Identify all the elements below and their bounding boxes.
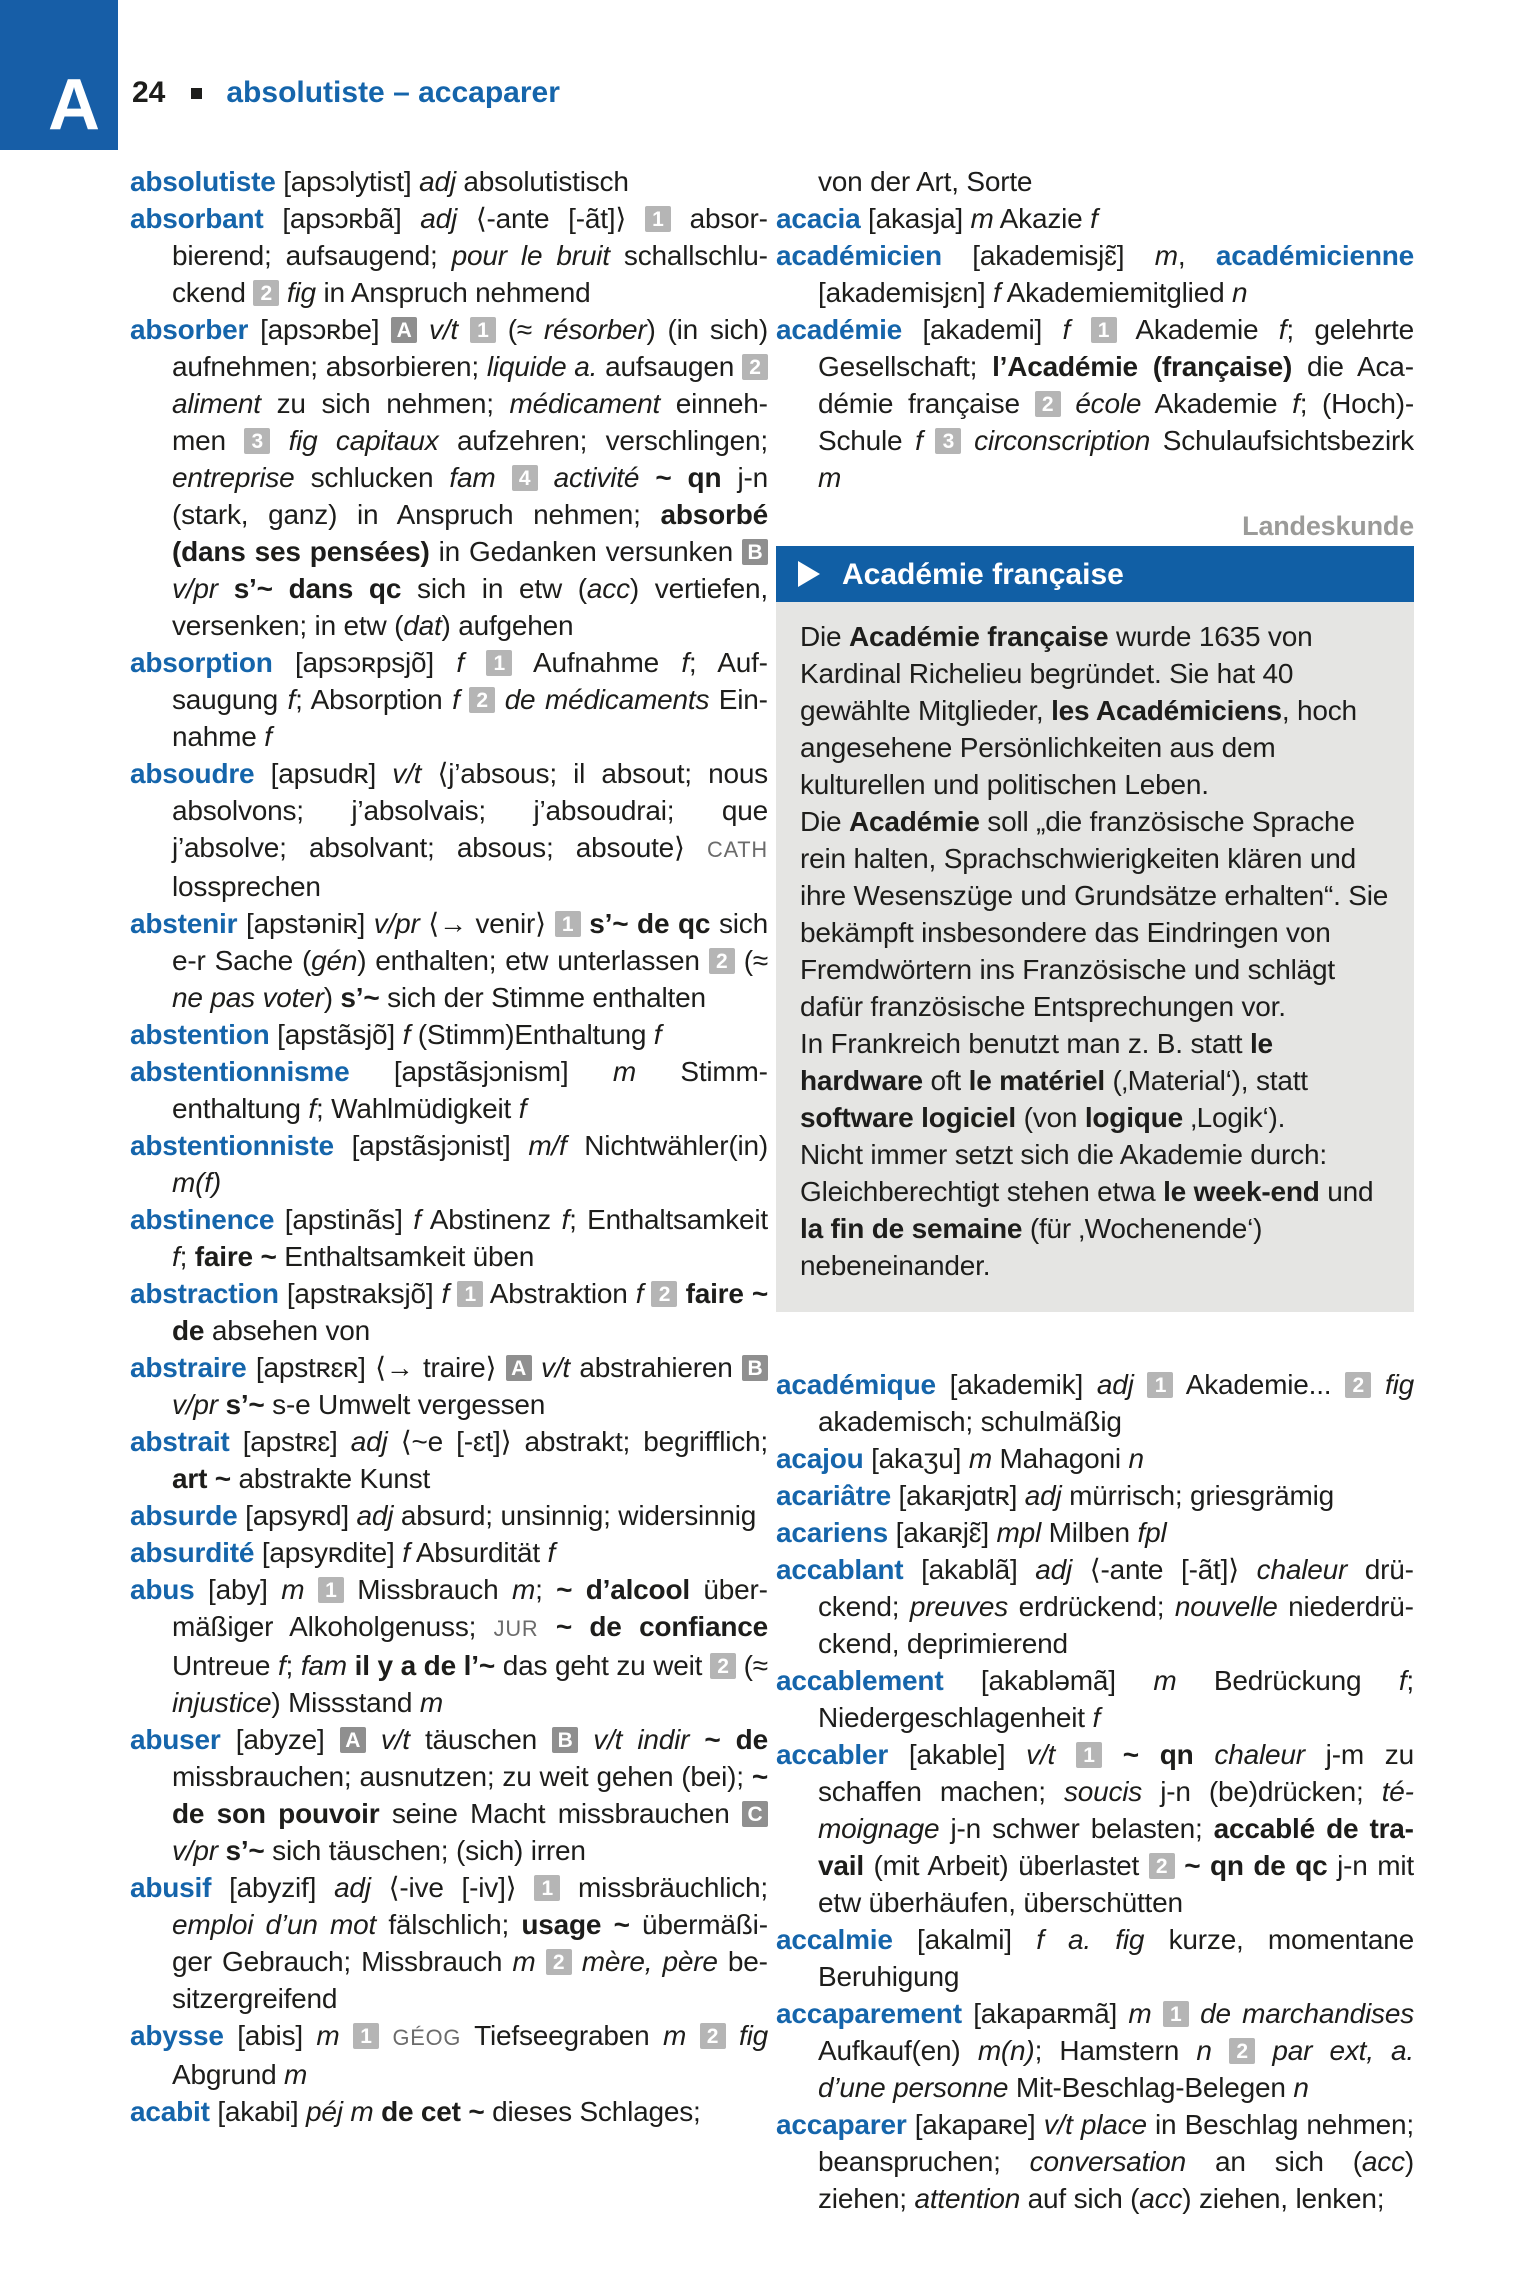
sense-number-badge: 1 [1163,2001,1189,2027]
text-run: f [264,721,272,752]
text-run: ne pas voter [172,982,324,1013]
text-run: adj [420,203,458,234]
headword: absolutiste [130,166,276,197]
dictionary-entry: abstinence [apstinãs] f Abstinenz f; Enthaltsamkeit f; faire ~ Enthaltsamkeit üben [130,1204,769,1272]
dictionary-entry: absurdité [apsyʀdite] f Absurdität f [130,1537,556,1568]
sense-number-badge: 1 [353,2023,379,2049]
dictionary-entry: académicien [akademisjɛ̃] m, académicienne [akademisjɛn] f Akademiemitglied n [776,240,1414,308]
headword: abstrait [130,1426,230,1457]
headword: académique [776,1369,936,1400]
text-run: m(n) [977,2035,1035,2066]
text-run: les Académiciens [1051,695,1282,726]
text-run: fam [449,462,496,493]
sense-number-badge: 1 [486,650,512,676]
sense-number-badge: 2 [253,280,279,306]
text-run: m [662,2020,687,2051]
page-header [132,76,560,110]
dictionary-entry: abstentionnisme [apstãsjɔnism] m Stimmenthaltung f; Wahlmüdigkeit f [130,1056,768,1124]
headword: abstinence [130,1204,275,1235]
page-number: 24 [132,76,166,109]
text-run: m [968,1443,992,1474]
sense-letter-badge: B [552,1727,578,1753]
text-run: accablé de travail [818,1813,1414,1881]
text-run: f [452,684,460,715]
sense-letter-badge: A [391,317,417,343]
sense-number-badge: 1 [534,1875,560,1901]
text-run: f [441,1278,450,1309]
text-run: le matériel [968,1065,1105,1096]
dictionary-entry: académique [akademik] adj 1 Akademie... 2 fig akademisch; schulmäßig [776,1369,1414,1437]
text-run: v/pr [373,908,420,939]
dictionary-entry: accaparer [akapaʀe] v/t place in Beschlag nehmen; beanspruchen; conversation an sich (acc) ziehen; attention auf sich (acc) ziehen, lenken; [776,2109,1414,2214]
headword: abstraction [130,1278,279,1309]
text-run: CATH [707,837,768,862]
text-run: m [511,1574,536,1605]
text-run: v/t [380,1724,410,1755]
dictionary-entry: abstraction [apstʀaksjõ] f 1 Abstraktion f 2 faire ~ de absehen von [130,1278,768,1346]
bullet-square-icon [191,88,202,99]
headword: absurde [130,1500,238,1531]
text-run: art ~ [172,1463,231,1494]
text-run: soucis [1063,1776,1143,1807]
dictionary-entry: académie [akademi] f 1 Akademie f; gelehrte Gesellschaft; l’Académie (française) die Académie française 2 école Akademie f; (Hoch)-Schule f 3 circonscription Schulaufsichtsbezirk m [776,314,1415,493]
text-run: f [1398,1665,1407,1696]
text-run: m [419,1687,444,1718]
headword: abus [130,1574,195,1605]
text-run: fig [1385,1369,1414,1400]
text-run: la fin de semaine [800,1213,1023,1244]
dictionary-entry: acajou [akaʒu] m Mahagoni n [776,1443,1144,1474]
text-run: acc [586,573,630,604]
text-run: ~ de confiance [555,1611,768,1642]
sense-number-badge: 1 [1091,317,1117,343]
dictionary-entry: accabler [akable] v/t 1 ~ qn chaleur j-m zu schaffen machen; soucis j-n (be)drücken; témoignage j-n schwer belasten; accablé de travail (mit Arbeit) überlastet 2 ~ qn de qc j-n mit etw überhäufen, überschütten [776,1739,1415,1918]
section-tab-letter: A [48,65,100,145]
text-run: f [1092,1702,1101,1733]
text-run: adj [1096,1369,1134,1400]
text-run: m/f [528,1130,567,1161]
text-run: entreprise [172,462,295,493]
text-run: s’~ [340,982,380,1013]
text-run: f [287,684,296,715]
guide-words: absolutiste – accaparer [226,76,560,109]
text-run: f [1062,314,1071,345]
sense-number-badge: 2 [709,948,735,974]
text-run: n [1293,2072,1309,2103]
sense-number-badge: 1 [457,1281,483,1307]
text-run: chaleur [1256,1554,1348,1585]
sense-number-badge: 2 [742,354,768,380]
sense-number-badge: 2 [1035,391,1061,417]
sense-letter-badge: A [506,1355,532,1381]
dictionary-entry: absorber [apsɔʀbe] A v/t 1 (≈ résorber) (in sich) aufnehmen; absorbieren; liquide a. aufsaugen 2 aliment zu sich nehmen; médicament einnehmen 3 fig capitaux aufzehren; verschlingen; entreprise schlucken fam 4 activité ~ qn j-n (stark, ganz) in Anspruch nehmen; absorbé (dans ses pensées) in Gedanken versunken B v/pr s’~ dans qc sich in etw (acc) vertiefen, versenken; in etw (dat) aufgehen [130,314,768,641]
text-run: f [561,1204,570,1235]
text-run: fig capitaux [288,425,439,456]
text-run: f [653,1019,662,1050]
landeskunde-body [776,602,1414,1312]
text-run: activité [553,462,640,493]
text-run: v/t indir [593,1724,690,1755]
dictionary-entry: accablant [akablã] adj ⟨-ante [-ãt]⟩ chaleur drückend; preuves erdrückend; nouvelle niederdrückend, deprimierend [776,1554,1414,1659]
text-run: ~ qn [1122,1739,1194,1770]
sense-letter-badge: B [742,1355,768,1381]
dictionary-entry: von der Art, Sorte [818,166,1033,197]
headword: abusif [130,1872,212,1903]
text-run: adj [419,166,456,197]
headword: académie [776,314,903,345]
text-run: f [635,1278,644,1309]
headword: abuser [130,1724,221,1755]
landeskunde-paragraph: Die Académie française wurde 1635 von Kardinal Richelieu begründet. Sie hat 40 gewählte Mitglieder, les Académiciens, hoch angesehene Persönlichkeiten aus dem kulturellen und politischen Leben. [800,621,1357,800]
headword: acajou [776,1443,864,1474]
text-run: v/pr [172,1835,218,1866]
text-run: l’Académie (française) [992,351,1293,382]
text-run: il y a de l’~ [354,1650,495,1681]
text-run: logique [1084,1102,1183,1133]
text-run: GÉOG [392,2025,462,2050]
text-run: faire ~ de [172,1278,768,1346]
dictionary-entry: abus [aby] m 1 Missbrauch m; ~ d’alcool übermäßiger Alkoholgenuss; JUR ~ de confiance Untreue f; fam il y a de l’~ das geht zu weit 2 (≈ injustice) Missstand m [130,1574,768,1718]
text-run: absorbé (dans ses pensées) [172,499,768,567]
text-run: pour le bruit [451,240,610,271]
text-run: f [915,425,923,456]
text-run: Académie française [849,621,1109,652]
dictionary-entry: abstrait [apstʀɛ] adj ⟨~e [-ɛt]⟩ abstrakt; begrifflich; art ~ abstrakte Kunst [130,1426,768,1494]
text-run: n [1128,1443,1144,1474]
text-run: gén [311,945,358,976]
landeskunde-title: Académie française [842,557,1124,591]
sense-letter-badge: B [742,539,768,565]
headword: accablant [776,1554,904,1585]
text-run: de marchandises [1200,1998,1414,2029]
play-triangle-icon [798,561,820,587]
text-run: conversation [1029,2146,1187,2177]
headword: absorber [130,314,249,345]
headword: acabit [130,2096,210,2127]
headword: abstraire [130,1352,247,1383]
sense-letter-badge: A [340,1727,366,1753]
text-run: par ext, a. d’une personne [818,2035,1414,2103]
dictionary-entry: abstentionniste [apstãsjɔnist] m/f Nichtwähler(in) m(f) [130,1130,768,1198]
text-run: le week-end [1163,1176,1320,1207]
headword: accaparement [776,1998,962,2029]
text-run: ~ de [704,1724,768,1755]
text-run: n [1232,277,1248,308]
text-run: témoignage [818,1776,1414,1844]
text-run: m [316,2020,340,2051]
text-run: f a. fig [1036,1924,1145,1955]
text-run: acc [1361,2146,1405,2177]
headword: acacia [776,203,861,234]
text-run: m [284,2059,308,2090]
headword: accablement [776,1665,944,1696]
sense-number-badge: 2 [651,1281,677,1307]
right-column-top [776,163,1414,496]
sense-number-badge: 1 [1147,1372,1173,1398]
headword: abysse [130,2020,224,2051]
text-run: s’~ [225,1835,265,1866]
text-run: le hardware [800,1028,1273,1096]
text-run: ~ de son pouvoir [172,1761,768,1829]
text-run: adj [356,1500,394,1531]
text-run: m [970,203,994,234]
text-run: médicament [509,388,661,419]
headword: accaparer [776,2109,907,2140]
text-run: résorber [543,314,647,345]
headword: accalmie [776,1924,893,1955]
text-run: fam [300,1650,347,1681]
sense-number-badge: 2 [700,2023,726,2049]
text-run: adj [1024,1480,1062,1511]
dictionary-entry: abstraire [apstʀɛʀ] ⟨→ traire⟩ A v/t abstrahieren B v/pr s’~ s-e Umwelt vergessen [130,1349,768,1423]
text-run: v/t [429,314,458,345]
text-run: circonscription [974,425,1151,456]
dictionary-entry: abusif [abyzif] adj ⟨-ive [-iv]⟩ 1 missbräuchlich; emploi d’un mot fälschlich; usage ~ übermäßiger Gebrauch; Missbrauch m 2 mère, père besitzergreifend [130,1872,769,2014]
page-columns [130,163,1414,2217]
sense-number-badge: 1 [555,911,581,937]
right-column [776,163,1414,2217]
sense-number-badge: 1 [318,1577,344,1603]
text-run: f [456,647,464,678]
sense-number-badge: 1 [470,317,496,343]
sense-number-badge: 3 [244,428,270,454]
text-run: adj [334,1872,371,1903]
text-run: software logiciel [800,1102,1016,1133]
landeskunde-paragraph: In Frankreich benutzt man z. B. statt le hardware oft le matériel (‚Material‘), statt software logiciel (von logique ‚Logik‘). [800,1028,1308,1133]
dictionary-entry: abstention [apstãsjõ] f (Stimm)Enthaltung f [130,1019,662,1050]
text-run: s’~ de qc [589,908,711,939]
text-run: fig [739,2020,768,2051]
headword: acariens [776,1517,889,1548]
headword: absorbant [130,203,264,234]
headword: acariâtre [776,1480,891,1511]
text-run: m [818,462,842,493]
text-run: de médicaments [504,684,710,715]
landeskunde-label: Landeskunde [1242,511,1414,541]
sense-number-badge: 1 [645,206,671,232]
dictionary-entry: absorbant [apsɔʀbã] adj ⟨-ante [-ãt]⟩ 1 absorbierend; aufsaugend; pour le bruit schallschluckend 2 fig in Anspruch nehmend [130,203,768,308]
text-run: m [281,1574,305,1605]
text-run: faire ~ [194,1241,277,1272]
text-run: v/pr [172,573,218,604]
text-run: adj [350,1426,388,1457]
sense-number-badge: 2 [1229,2038,1255,2064]
text-run: m [1153,1665,1177,1696]
dictionary-entry: absurde [apsyʀd] adj absurd; unsinnig; widersinnig [130,1500,757,1531]
text-run: adj [1035,1554,1073,1585]
headword: académicienne [1215,240,1414,271]
dictionary-entry: acariens [akaʀjɛ̃] mpl Milben fpl [776,1517,1167,1548]
text-run: m [1128,1998,1152,2029]
landeskunde-paragraph: Die Académie soll „die französische Sprache rein halten, Sprachschwierigkeiten klären und ihre Wesenszüge und Grundsätze erhalten“. Sie bekämpft insbesondere das Eindringen von Fremdwörtern ins Französische und schlägt dafür französische Entsprechungen vor. [800,806,1389,1022]
text-run: dat [403,610,442,641]
text-run: Académie [849,806,980,837]
text-run: emploi d’un mot [172,1909,377,1940]
sense-number-badge: 2 [1345,1372,1371,1398]
dictionary-entry: acacia [akasja] m Akazie f [776,203,1098,234]
text-run: f [1090,203,1098,234]
text-run: f [547,1537,556,1568]
text-run: f [1292,388,1300,419]
text-run: m [1154,240,1178,271]
text-run: s’~ dans qc [233,573,402,604]
text-run: injustice [172,1687,272,1718]
text-run: de cet ~ [381,2096,485,2127]
text-run: usage ~ [521,1909,630,1940]
sense-letter-badge: C [742,1801,768,1827]
text-run: f [1278,314,1287,345]
text-run: n [1196,2035,1212,2066]
text-run: ~ qn de qc [1184,1850,1328,1881]
dictionary-entry: abysse [abis] m 1 GÉOG Tiefseegraben m 2 fig Abgrund m [130,2020,768,2090]
landeskunde-box [776,510,1414,1312]
dictionary-entry: acariâtre [akaʀjɑtʀ] adj mürrisch; griesgrämig [776,1480,1335,1511]
headword: académicien [776,240,942,271]
text-run: chaleur [1214,1739,1305,1770]
text-run: f [993,277,1001,308]
dictionary-entry: accalmie [akalmi] f a. fig kurze, momentane Beruhigung [776,1924,1414,1992]
sense-number-badge: 2 [710,1653,736,1679]
headword: accabler [776,1739,889,1770]
dictionary-entry: abuser [abyze] A v/t täuschen B v/t indir ~ de missbrauchen; ausnutzen; zu weit gehen (bei); ~ de son pouvoir seine Macht missbrauchen C v/pr s’~ sich täuschen; (sich) irren [130,1724,768,1866]
text-run: acc [1139,2183,1183,2214]
text-run: v/t place [1043,2109,1147,2140]
text-run: mpl [996,1517,1042,1548]
text-run: v/t [541,1352,570,1383]
text-run: mère, père [581,1946,718,1977]
text-run: s’~ [225,1389,265,1420]
text-run: JUR [493,1616,539,1641]
sense-number-badge: 4 [512,465,538,491]
dictionary-entry: acabit [akabi] péj m de cet ~ dieses Schlages; [130,2096,701,2127]
text-run: f [518,1093,527,1124]
left-column [130,163,768,2217]
headword: absoudre [130,758,255,789]
sense-number-badge: 3 [935,428,961,454]
headword: abstention [130,1019,270,1050]
text-run: fig [286,277,316,308]
text-run: liquide a. [486,351,598,382]
text-run: f [402,1537,410,1568]
text-run: ~ qn [655,462,722,493]
sense-number-badge: 2 [469,687,495,713]
text-run: f [413,1204,421,1235]
text-run: f [172,1241,180,1272]
text-run: f [308,1093,316,1124]
text-run: m [512,1946,536,1977]
text-run: aliment [172,388,261,419]
sense-number-badge: 2 [546,1949,572,1975]
headword: abstenir [130,908,238,939]
text-run: nouvelle [1174,1591,1278,1622]
text-run: f [402,1019,411,1050]
landeskunde-header-bar [776,546,1414,602]
text-run: m [612,1056,636,1087]
text-run: f [681,647,689,678]
dictionary-entry: accaparement [akapaʀmã] m 1 de marchandises Aufkauf(en) m(n); Hamstern n 2 par ext, a. d’une personne Mit-Beschlag-Belegen n [776,1998,1414,2103]
right-column-bottom [776,1366,1414,2217]
text-run: v/t [392,758,422,789]
dictionary-entry: abstenir [apstəniʀ] v/pr ⟨→ venir⟩ 1 s’~ de qc sich e-r Sache (gén) enthalten; etw unterlassen 2 (≈ ne pas voter) s’~ sich der Stimme enthalten [130,908,768,1013]
section-tab-a [0,0,118,150]
landeskunde-paragraph: Nicht immer setzt sich die Akademie durch: Gleichberechtigt stehen etwa le week-end und la fin de semaine (für ‚Wochenende‘) nebeneinander. [800,1139,1374,1281]
headword: absurdité [130,1537,255,1568]
text-run: m(f) [172,1167,221,1198]
text-run: v/pr [172,1389,218,1420]
sense-number-badge: 2 [1149,1853,1175,1879]
text-run: fpl [1137,1517,1167,1548]
text-run: attention [914,2183,1021,2214]
dictionary-entry: absoudre [apsudʀ] v/t ⟨j’absous; il absout; nous absolvons; j’absolvais; j’absoudrai; que j’absolve; absolvant; absous; absoute⟩ CATH lossprechen [130,758,768,902]
text-run: f [277,1650,286,1681]
text-run: péj m [306,2096,374,2127]
sense-number-badge: 1 [1076,1742,1102,1768]
text-run: école [1075,388,1142,419]
dictionary-entry: absorption [apsɔʀpsjõ] f 1 Aufnahme f; Aufsaugung f; Absorption f 2 de médicaments Einnahme f [130,647,768,752]
headword: abstentionniste [130,1130,334,1161]
dictionary-entry: absolutiste [apsɔlytist] adj absolutistisch [130,166,629,197]
text-run: v/t [1026,1739,1056,1770]
text-run: preuves [909,1591,1009,1622]
dictionary-entry: accablement [akabləmã] m Bedrückung f; Niedergeschlagenheit f [776,1665,1415,1733]
headword: absorption [130,647,273,678]
headword: abstentionnisme [130,1056,350,1087]
text-run: ~ d’alcool [556,1574,690,1605]
